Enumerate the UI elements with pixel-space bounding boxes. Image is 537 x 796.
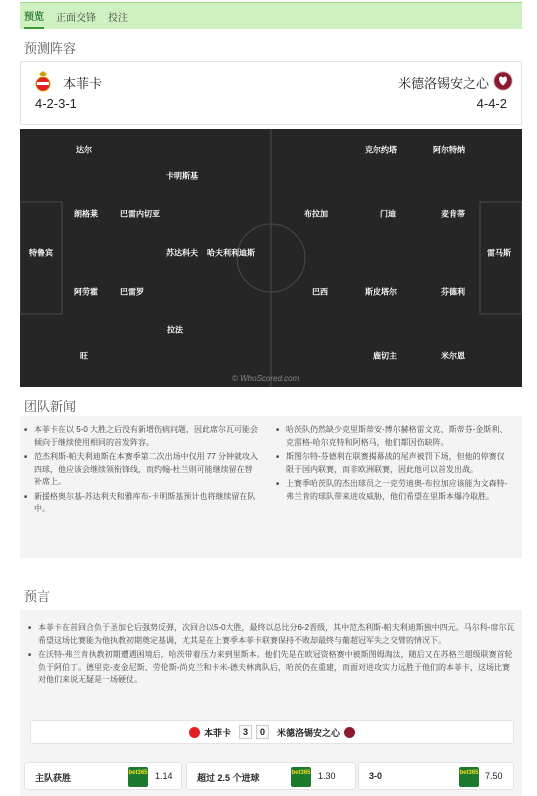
news-item: ■ 哈茨队仍然缺少克里斯蒂安-博尔赫格雷文克、斯蒂芬-金斯利、克雷格-哈尔克特和阿格马，他们都因伤缺阵。 [276, 424, 512, 449]
lineup-card [20, 61, 522, 125]
bet-odds[interactable]: 1.14 [155, 771, 173, 781]
tab-betting[interactable]: 投注 [108, 12, 128, 24]
bet-odds[interactable]: 1.30 [318, 771, 336, 781]
player-away-2[interactable]: 阿尔特纳 [433, 145, 465, 155]
player-away-11[interactable]: 鹿切主 [373, 351, 397, 361]
player-away-10[interactable]: 芬德利 [441, 287, 465, 297]
prediction-box [20, 610, 522, 796]
watermark: © WhoScored.com [232, 374, 300, 383]
news-item: ■ 本菲卡在以 5-0 大胜之后没有新增伤病问题，因此席尔瓦可能会倾向于继续使用相同的首发阵容。 [24, 424, 260, 449]
tab-head-to-head[interactable]: 正面交锋 [56, 12, 96, 24]
score-home-goals: 3 [239, 725, 252, 739]
news-item: ■ 新援格奥尔基-苏达利夫和雅库布-卡明斯基预计也将继续留在队中。 [24, 491, 260, 516]
pitch-markings [20, 129, 522, 387]
prediction-title: 预言 [24, 589, 51, 604]
player-away-6[interactable]: 麦肯蒂 [441, 209, 465, 219]
prediction-item: ■ 在沃特-弗兰肯执教初期遭遇困境后，哈茨带着压力来到里斯本。他们先是在欧冠资格赛中被斯图姆淘汰，随后又在苏格兰超级联赛首轮负于阿伯丁。德里克-麦金尼斯、劳伦斯-尚克兰和卡米-德夫林离队后，哈茨仍在重建，而面对进攻实力远胜于他们的本菲卡，这场比赛对他们来说无疑是一场硬仗。 [28, 649, 516, 687]
player-away-8[interactable]: 巴西 [312, 287, 328, 297]
bet-odds[interactable]: 7.50 [485, 771, 503, 781]
score-home-team: 本菲卡 [203, 727, 231, 738]
player-away-7[interactable]: 雷马斯 [487, 248, 511, 258]
tab-preview[interactable]: 预览 [24, 3, 44, 29]
score-away-team: 米德洛锡安之心 [277, 727, 341, 738]
player-home-8[interactable]: 巴雷罗 [120, 287, 144, 297]
player-home-10[interactable]: 旺 [80, 351, 88, 361]
player-away-3[interactable]: 哈夫利利迪斯 [207, 248, 255, 258]
team-news-box [20, 416, 522, 558]
player-away-4[interactable]: 布拉加 [304, 209, 328, 219]
pitch [20, 129, 522, 387]
player-home-1[interactable]: 达尔 [76, 145, 92, 155]
bet365-logo-icon: bet365 [459, 767, 479, 787]
bet-over-2-5[interactable] [186, 762, 356, 790]
player-away-12[interactable]: 米尔恩 [441, 351, 465, 361]
bet-label: 3-0 [369, 771, 383, 781]
prediction-item: ■ 本菲卡在首回合负于圣加仑后强势反弹，次回合以5-0大胜，最终以总比分6-2晋级，其中范杰利斯-帕夫利迪斯独中四元。马尔科-席尔瓦希望这场比赛能为他执教初期奠定基调，尤其是在上赛季本菲卡联赛保持不败却最终与葡超冠军失之交臂的情况下。 [28, 622, 516, 647]
bet-correct-score[interactable] [358, 762, 514, 790]
away-formation: 4-4-2 [476, 96, 507, 111]
player-home-7[interactable]: 阿劳霍 [74, 287, 98, 297]
bet365-logo-icon: bet365 [128, 767, 148, 787]
bet-home-win[interactable] [24, 762, 182, 790]
predicted-score-bar [30, 720, 514, 744]
player-home-6[interactable]: 苏达科夫 [166, 248, 198, 258]
bet365-logo-icon: bet365 [291, 767, 311, 787]
predicted-score [31, 721, 513, 743]
player-home-2[interactable]: 卡明斯基 [166, 171, 198, 181]
benfica-crest-icon [33, 70, 53, 92]
prediction-text [28, 622, 516, 689]
news-item: ■ 上赛季哈茨队的杰出球员之一克劳迪奥-布拉加应该能为文森特-弗兰肯的球队带来进攻威胁，他们希望在里斯本爆冷取胜。 [276, 478, 512, 503]
bet-label: 主队获胜 [35, 773, 72, 783]
home-formation: 4-2-3-1 [35, 96, 77, 111]
player-away-1[interactable]: 克尔约塔 [365, 145, 397, 155]
player-away-9[interactable]: 斯皮塔尔 [365, 287, 397, 297]
team-news-title: 团队新闻 [24, 399, 77, 414]
player-home-9[interactable]: 拉法 [167, 325, 183, 335]
news-item: ■ 范杰利斯-帕夫利迪斯在本赛季第二次出场中仅用 77 分钟就攻入四球，他应该会继续领衔锋线，而约翰-杜兰则可能继续留在替补席上。 [24, 451, 260, 489]
tab-bar [20, 2, 522, 29]
away-team-name[interactable]: 米德洛锡安之心 [397, 76, 489, 91]
hearts-mini-crest-icon [344, 727, 355, 738]
player-home-3[interactable]: 朗格莱 [74, 209, 98, 219]
news-home-column [24, 424, 260, 518]
lineup-title: 预测阵容 [24, 41, 77, 56]
bet-label: 超过 2.5 个进球 [197, 773, 260, 783]
player-home-4[interactable]: 巴雷内切亚 [120, 209, 160, 219]
benfica-mini-crest-icon [189, 727, 200, 738]
news-away-column [276, 424, 512, 505]
player-away-5[interactable]: 门迪 [380, 209, 396, 219]
home-team-name[interactable]: 本菲卡 [63, 76, 103, 91]
news-item: ■ 斯图尔特-芬德利在联赛揭幕战的尾声被罚下场，但他的停赛仅限于国内联赛，而非欧洲联赛，因此他可以首发出战。 [276, 451, 512, 476]
hearts-crest-icon [493, 70, 513, 92]
score-away-goals: 0 [256, 725, 269, 739]
player-home-5[interactable]: 特鲁宾 [29, 248, 53, 258]
